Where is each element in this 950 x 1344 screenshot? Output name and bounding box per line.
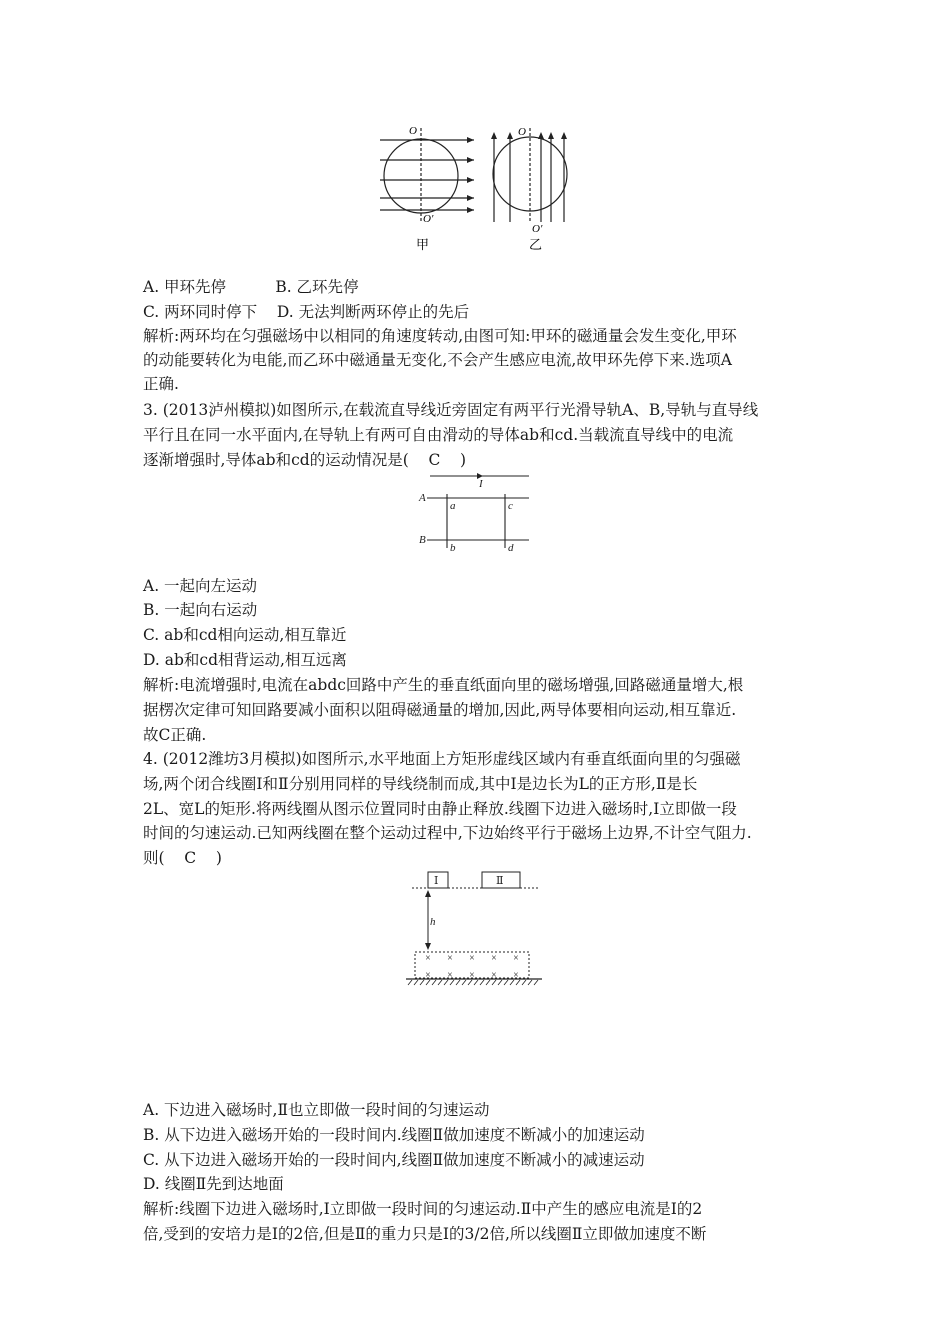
q3-option-a: A. 一起向左运动 (143, 577, 258, 595)
figure-coils (406, 868, 546, 988)
q4-stem-line-2: 场,两个闭合线圈Ⅰ和Ⅱ分别用同样的导线绕制而成,其中Ⅰ是边长为L的正方形,Ⅱ是长 (143, 775, 698, 793)
q4-stem-line-4: 时间的匀速运动.已知两线圈在整个运动过程中,下边始终平行于磁场上边界,不计空气阻力. (143, 824, 752, 842)
svg-text:×: × (513, 953, 519, 964)
svg-text:×: × (447, 970, 453, 981)
q4-option-d: D. 线圈Ⅱ先到达地面 (143, 1175, 284, 1193)
svg-text:×: × (491, 953, 497, 964)
svg-text:×: × (469, 970, 475, 981)
label-o-yi: O (518, 126, 526, 138)
svg-text:×: × (425, 970, 431, 981)
q4-option-a: A. 下边进入磁场时,Ⅱ也立即做一段时间的匀速运动 (143, 1101, 490, 1119)
svg-text:×: × (469, 953, 475, 964)
label-o-prime-yi: O′ (532, 223, 543, 235)
label-h: h (430, 916, 436, 928)
q2-analysis-line-2: 的动能要转化为电能,而乙环中磁通量无变化,不会产生感应电流,故甲环先停下来.选项A (143, 351, 732, 369)
label-o-prime-jia: O′ (423, 213, 434, 225)
label-rail-a: A (419, 492, 426, 504)
coil-2-label: Ⅱ (496, 875, 504, 887)
ring-yi (493, 128, 567, 222)
coil-1-label: Ⅰ (434, 875, 439, 887)
q3-stem-line-1: 3. (2013泸州模拟)如图所示,在载流直导线近旁固定有两平行光滑导轨A、B,导轨与直导线 (143, 401, 759, 419)
svg-text:×: × (447, 953, 453, 964)
figure-rails (415, 472, 535, 552)
q4-stem-line-5: 则( C ) (143, 849, 222, 867)
q3-stem-line-3: 逐渐增强时,导体ab和cd的运动情况是( C ) (143, 451, 467, 469)
q3-analysis-line-2: 据楞次定律可知回路要减小面积以阻碍磁通量的增加,因此,两导体要相向运动,相互靠近. (143, 701, 737, 719)
q3-stem-line-2: 平行且在同一水平面内,在导轨上有两可自由滑动的导体ab和cd.当载流直导线中的电流 (143, 426, 734, 444)
q2-options-row1: A. 甲环先停 B. 乙环先停 (143, 278, 359, 296)
q3-option-b: B. 一起向右运动 (143, 601, 258, 619)
q3-analysis-line-1: 解析:电流增强时,电流在abdc回路中产生的垂直纸面向里的磁场增强,回路磁通量增大,根 (143, 676, 744, 694)
q4-option-c: C. 从下边进入磁场开始的一段时间内,线圈Ⅱ做加速度不断减小的减速运动 (143, 1151, 645, 1169)
svg-text:×: × (491, 970, 497, 981)
svg-text:×: × (513, 970, 519, 981)
q2-analysis-line-1: 解析:两环均在匀强磁场中以相同的角速度转动,由图可知:甲环的磁通量会发生变化,甲环 (143, 327, 737, 345)
q2-analysis-line-3: 正确. (143, 375, 179, 393)
q2-options-row2: C. 两环同时停下 D. 无法判断两环停止的先后 (143, 303, 470, 321)
label-d: d (508, 542, 514, 552)
label-c: c (508, 500, 513, 512)
q4-analysis-line-1: 解析:线圈下边进入磁场时,Ⅰ立即做一段时间的匀速运动.Ⅱ中产生的感应电流是Ⅰ的2 (143, 1200, 703, 1218)
q3-option-d: D. ab和cd相背运动,相互远离 (143, 651, 347, 669)
q4-analysis-line-2: 倍,受到的安培力是Ⅰ的2倍,但是Ⅱ的重力只是Ⅰ的3/2倍,所以线圈Ⅱ立即做加速度不断 (143, 1225, 707, 1243)
caption-yi: 乙 (529, 237, 543, 252)
q3-analysis-line-3: 故C正确. (143, 726, 207, 744)
label-rail-b: B (419, 534, 426, 546)
label-i: I (479, 478, 483, 490)
q4-stem-line-3: 2L、宽L的矩形.将两线圈从图示位置同时由静止释放.线圈下边进入磁场时,Ⅰ立即做一段 (143, 800, 737, 818)
figure-rings (374, 122, 574, 262)
q4-stem-line-1: 4. (2012潍坊3月模拟)如图所示,水平地面上方矩形虚线区域内有垂直纸面向里的匀强磁 (143, 750, 741, 768)
label-a: a (450, 500, 456, 512)
label-b: b (450, 542, 456, 552)
ring-jia (380, 128, 474, 222)
caption-jia: 甲 (416, 237, 430, 252)
q4-option-b: B. 从下边进入磁场开始的一段时间内.线圈Ⅱ做加速度不断减小的加速运动 (143, 1126, 645, 1144)
label-o-jia: O (409, 125, 417, 137)
svg-text:×: × (425, 953, 431, 964)
q3-option-c: C. ab和cd相向运动,相互靠近 (143, 626, 347, 644)
